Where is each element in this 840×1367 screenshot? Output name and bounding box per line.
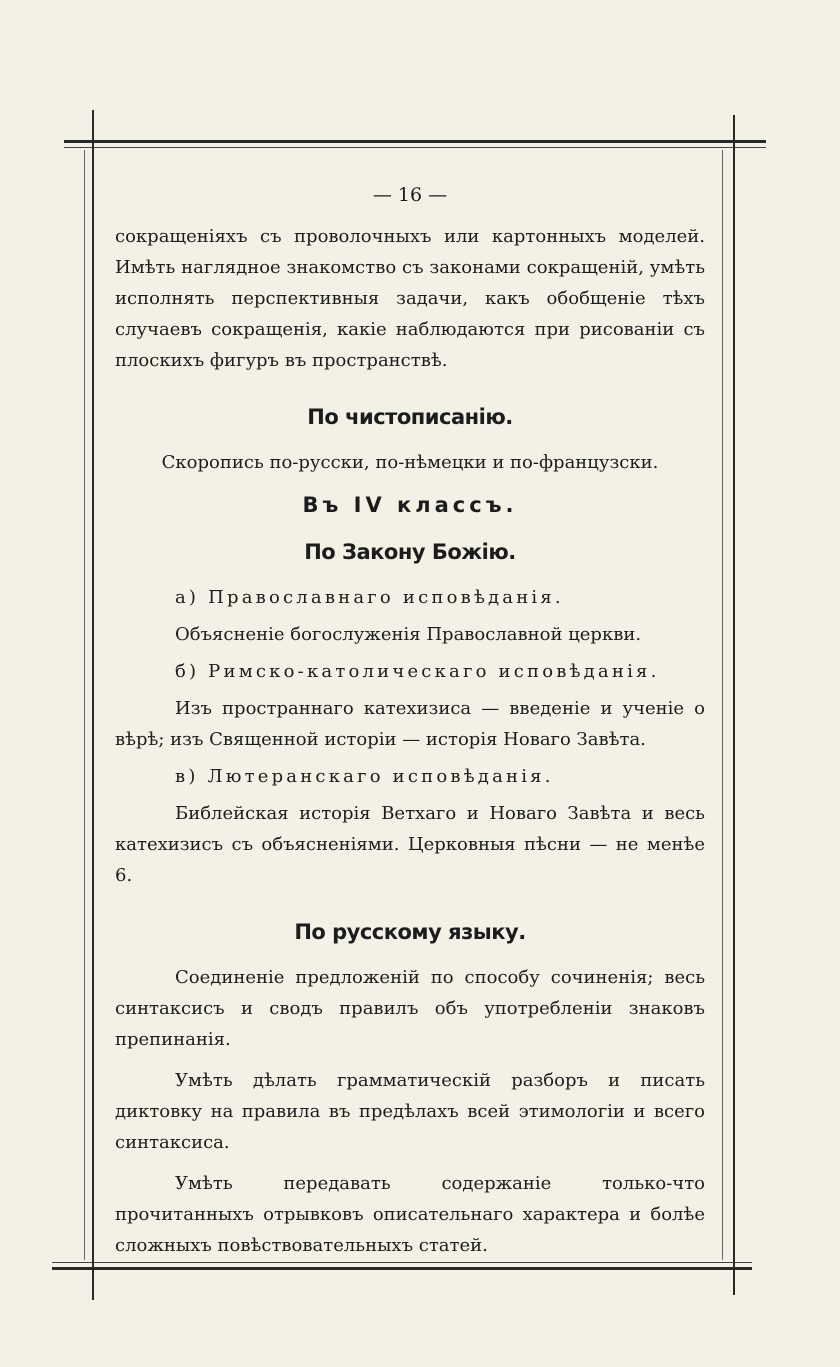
orthodox-subheading: а) Православнаго исповѣданія. xyxy=(175,587,564,608)
penmanship-heading: По чистописанію. xyxy=(307,405,513,429)
left-frame-rule xyxy=(92,110,94,1300)
lutheran-subheading: в) Лютеранскаго исповѣданія. xyxy=(175,766,554,787)
russian-heading: По русскому языку. xyxy=(294,920,526,944)
bottom-frame-rule-thin xyxy=(52,1262,752,1263)
top-frame-rule xyxy=(64,140,766,143)
right-frame-rule-thin xyxy=(722,150,723,1260)
russian-paragraph-3: Умѣть передавать содержаніе только-что прочитанныхъ отрывковъ описательнаго характера и болѣе сложныхъ повѣствовательныхъ статей. xyxy=(115,1173,705,1256)
catholic-subheading: б) Римско-католическаго исповѣданія. xyxy=(175,661,660,682)
lutheran-text: Библейская исторія Ветхаго и Новаго Завѣта и весь катехизисъ съ объясненіями. Церковныя пѣсни — не менѣе 6. xyxy=(115,803,705,886)
left-frame-rule-thin xyxy=(84,150,85,1260)
page-content xyxy=(115,180,705,1261)
orthodox-text: Объясненіе богослуженія Православной церкви. xyxy=(175,624,642,645)
russian-paragraph-1: Соединеніе предложеній по способу сочиненія; весь синтаксисъ и сводъ правилъ объ употребленіи знаковъ препинанія. xyxy=(115,967,705,1050)
page-number: — 16 — xyxy=(372,184,448,206)
top-frame-rule-thin xyxy=(64,147,766,148)
intro-paragraph: сокращеніяхъ съ проволочныхъ или картонныхъ моделей. Имѣть наглядное знакомство съ законами сокращеній, умѣть исполнять перспективныя задачи, какъ обобщеніе тѣхъ случаевъ сокращенія, какіе наблюдаются при рисованіи съ плоскихъ фигуръ въ пространствѣ. xyxy=(115,226,705,371)
russian-paragraph-2: Умѣть дѣлать грамматическій разборъ и писать диктовку на правила въ предѣлахъ всей этимологіи и всего синтаксиса. xyxy=(115,1070,705,1153)
right-frame-rule xyxy=(733,115,735,1295)
catholic-text: Изъ пространнаго катехизиса — введеніе и ученіе о вѣрѣ; изъ Священной исторіи — исторія Новаго Завѣта. xyxy=(115,698,705,750)
class-heading: Въ IV классъ. xyxy=(302,493,518,517)
penmanship-text: Скоропись по-русски, по-нѣмецки и по-французски. xyxy=(161,452,659,473)
bottom-frame-rule xyxy=(52,1267,752,1270)
law-of-god-heading: По Закону Божію. xyxy=(304,540,516,564)
